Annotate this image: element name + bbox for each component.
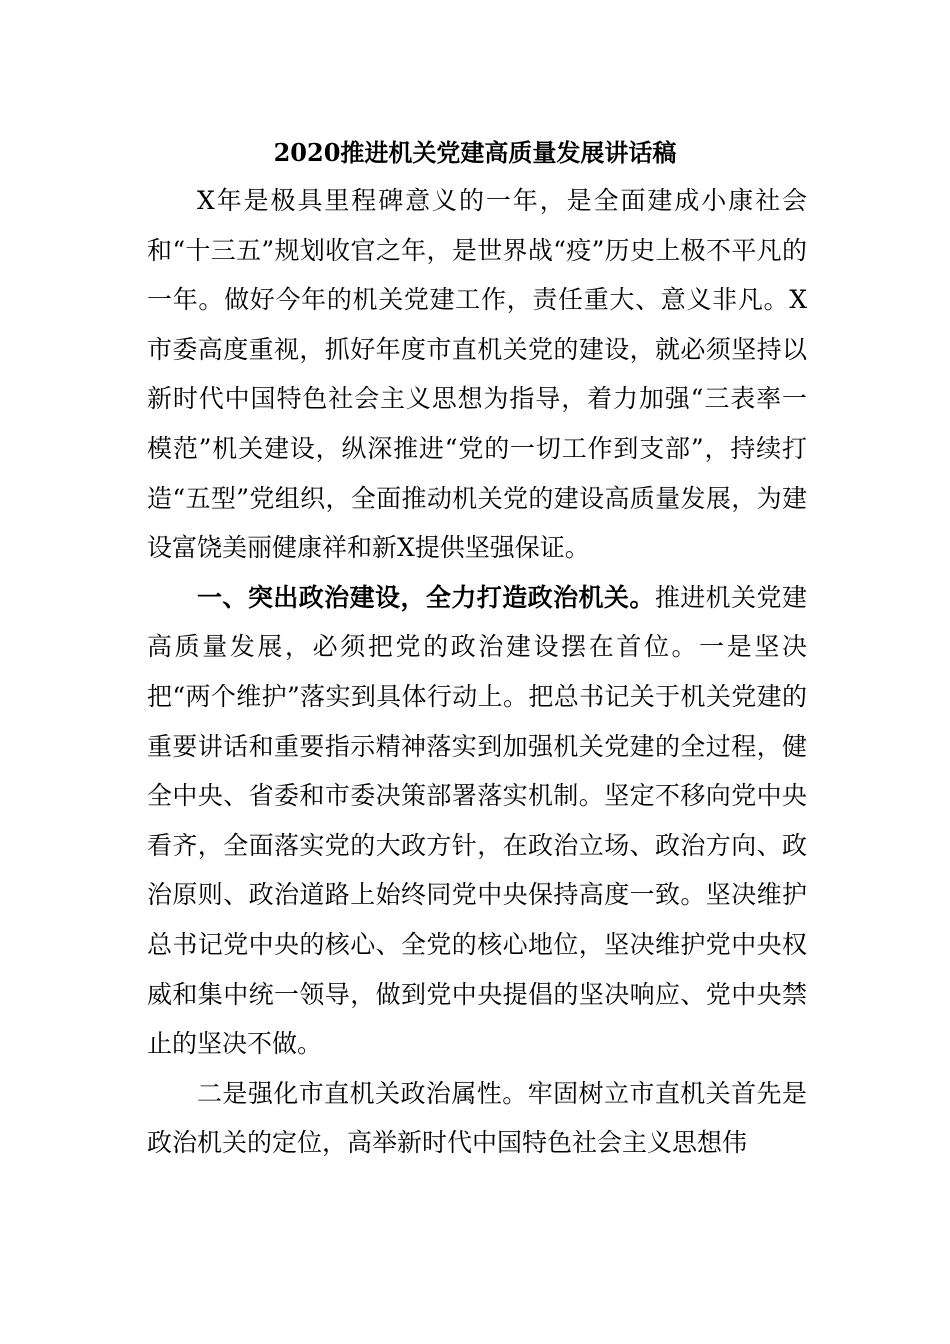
paragraph-point-two xyxy=(147,1069,807,1168)
paragraph-intro xyxy=(147,176,807,573)
document-title: 2020推进机关党建高质量发展讲话稿 xyxy=(273,138,677,167)
paragraph-section-one xyxy=(147,573,807,1069)
paragraph-text: 推进机关党建高质量发展，必须把党的政治建设摆在首位。一是坚决把“两个维护”落实到具体行动上。把总书记关于机关党建的重要讲话和重要指示精神落实到加强机关党建的全过程，健全中央、省委和市委决策部署落实机制。坚定不移向党中央看齐，全面落实党的大政方针，在政治立场、政治方向、政治原则、政治道路上始终同党中央保持高度一致。坚决维护总书记党中央的核心、全党的核心地位，坚决维护党中央权威和集中统一领导，做到党中央提倡的坚决响应、党中央禁止的坚决不做。 xyxy=(147,582,807,1059)
paragraph-text: 二是强化市直机关政治属性。牢固树立市直机关首先是政治机关的定位，高举新时代中国特色社会主义思想伟 xyxy=(147,1078,807,1158)
paragraph-text: X年是极具里程碑意义的一年，是全面建成小康社会和“十三五”规划收官之年，是世界战“疫”历史上极不平凡的一年。做好今年的机关党建工作，责任重大、意义非凡。X市委高度重视，抓好年度市直机关党的建设，就必须坚持以新时代中国特色社会主义思想为指导，着力加强“三表率一模范”机关建设，纵深推进“党的一切工作到支部”，持续打造“五型”党组织，全面推动机关党的建设高质量发展，为建设富饶美丽健康祥和新X提供坚强保证。 xyxy=(147,186,807,563)
section-heading: 一、突出政治建设，全力打造政治机关。 xyxy=(197,582,655,612)
document-body xyxy=(147,176,807,1168)
